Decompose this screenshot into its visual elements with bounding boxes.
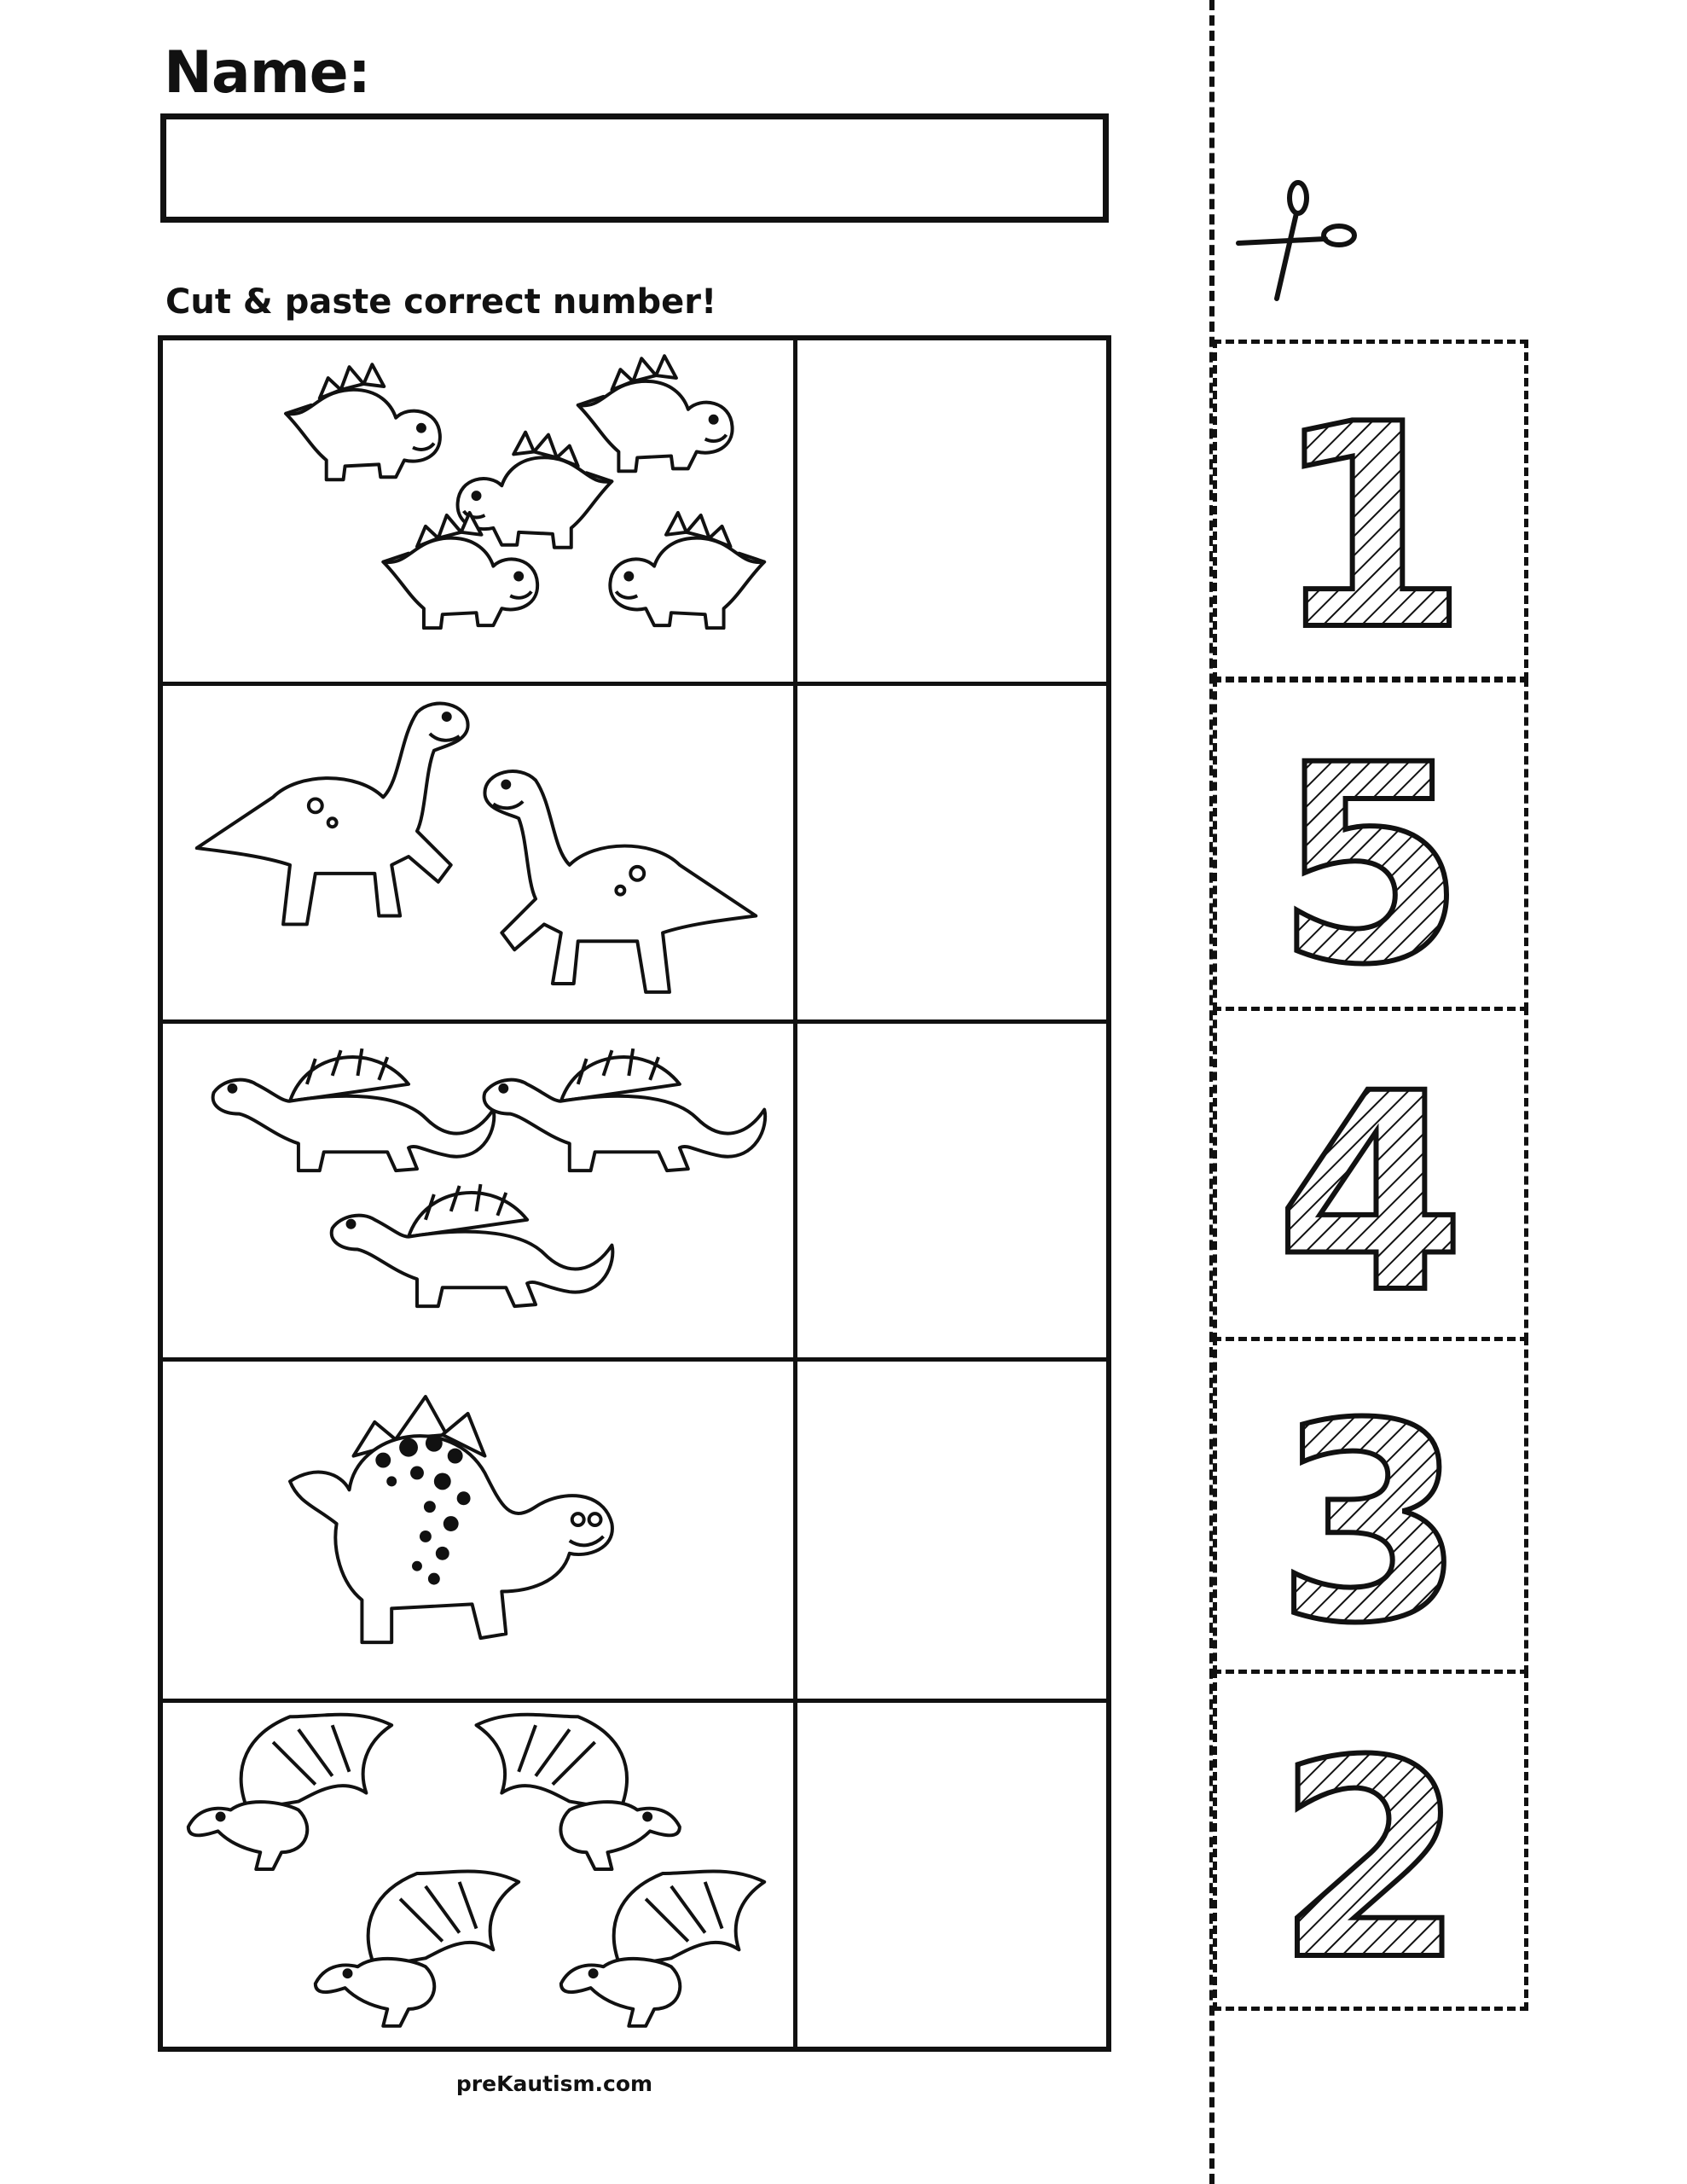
answer-drop-cell[interactable]: [797, 1362, 1106, 1699]
name-field[interactable]: [160, 113, 1109, 223]
worksheet-row: [163, 682, 1106, 1019]
spotted-dinosaur-picture: [163, 1362, 793, 1699]
picture-cell: [163, 340, 797, 682]
dimetrodon: [213, 1048, 495, 1170]
scissors-icon: [1230, 179, 1358, 307]
worksheet-grid: [158, 335, 1111, 2052]
number-card-3[interactable]: [1213, 1337, 1528, 1674]
cutout-number: 2: [1275, 1703, 1466, 2007]
dimetrodon: [484, 1048, 765, 1170]
dimetrodon-group-picture: [163, 1024, 793, 1357]
worksheet-row: [163, 340, 1106, 682]
cutout-number: 5: [1275, 707, 1466, 1007]
worksheet-row: [163, 1019, 1106, 1357]
answer-drop-cell[interactable]: [797, 1024, 1106, 1357]
cutout-number: 4: [1275, 1036, 1466, 1337]
name-label: Name:: [164, 39, 370, 107]
number-card-2[interactable]: [1213, 1670, 1528, 2011]
number-card-svg: [1217, 1674, 1524, 2007]
cutout-number: 3: [1275, 1366, 1466, 1670]
picture-cell: [163, 1703, 797, 2047]
answer-drop-cell[interactable]: [797, 1703, 1106, 2047]
picture-cell: [163, 1024, 797, 1357]
stegosaurus: [286, 364, 440, 479]
pterodactyl: [561, 1872, 764, 2026]
pterodactyl: [188, 1715, 391, 1869]
number-card-1[interactable]: [1213, 340, 1528, 681]
instruction-text: Cut & paste correct number!: [165, 282, 717, 322]
number-card-svg: [1217, 344, 1524, 677]
number-card-svg: [1217, 1341, 1524, 1670]
dinosaur-pair-picture: [163, 686, 793, 1019]
picture-cell: [163, 686, 797, 1019]
number-card-svg: [1217, 1011, 1524, 1337]
stegosaurus: [578, 356, 733, 471]
number-card-svg: [1217, 682, 1524, 1007]
pterodactyl: [316, 1872, 519, 2026]
pterodactyl: [477, 1715, 680, 1869]
worksheet-row: [163, 1699, 1106, 2047]
number-card-5[interactable]: [1213, 678, 1528, 1011]
site-credit: preKautism.com: [455, 2071, 653, 2096]
number-card-4[interactable]: [1213, 1007, 1528, 1341]
worksheet-row: [163, 1357, 1106, 1699]
answer-drop-cell[interactable]: [797, 686, 1106, 1019]
stegosaurus-group-picture: [163, 340, 793, 682]
dinosaur: [484, 771, 756, 992]
cutout-number: 1: [1272, 364, 1469, 677]
pterodactyl-group-picture: [163, 1703, 793, 2047]
answer-drop-cell[interactable]: [797, 340, 1106, 682]
picture-cell: [163, 1362, 797, 1699]
dimetrodon: [332, 1184, 613, 1306]
spotted-dinosaur: [290, 1397, 612, 1642]
dinosaur: [197, 704, 468, 925]
stegosaurus: [610, 513, 764, 628]
